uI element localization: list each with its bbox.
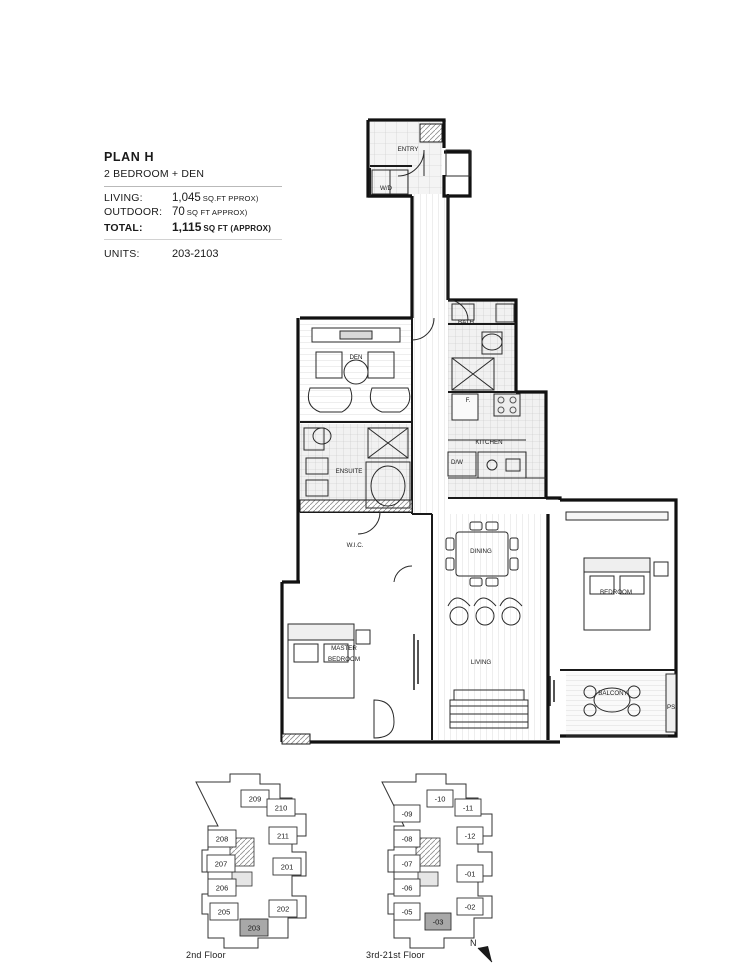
keyplan-unit[interactable]	[427, 790, 453, 807]
room-label: BEDROOM	[328, 656, 360, 663]
units-label: UNITS:	[104, 248, 140, 260]
keyplan-unit-label: 205	[217, 907, 231, 917]
keyplan-unit-label: -06	[401, 883, 413, 893]
keyplan-unit-label: -09	[401, 809, 413, 819]
keyplan-unit-label: 211	[277, 831, 289, 841]
keyplan-unit-label: -12	[464, 831, 476, 841]
keyplan-unit-label: -10	[434, 794, 446, 804]
living-label: LIVING:	[104, 192, 143, 204]
room-label: W.I.C.	[346, 542, 364, 549]
keyplan-unit[interactable]	[269, 900, 297, 917]
keyplan-unit[interactable]	[455, 799, 481, 816]
total-label: TOTAL:	[104, 222, 143, 234]
keyplan-unit[interactable]	[269, 827, 297, 844]
outdoor-label: OUTDOOR:	[104, 206, 163, 218]
room-label: BEDROOM	[600, 589, 632, 596]
keyplan-unit[interactable]	[394, 830, 420, 847]
total-value: 1,115	[172, 220, 202, 234]
room-label: F.	[465, 397, 471, 404]
keyplan-unit[interactable]	[394, 903, 420, 920]
room-label: ENSUITE	[335, 468, 363, 475]
keyplan-unit[interactable]	[457, 898, 483, 915]
units-value: 203-2103	[172, 248, 219, 260]
keyplan-unit[interactable]	[267, 799, 295, 816]
room-label: BALCONY	[598, 690, 628, 697]
room-label: DINING	[470, 548, 492, 555]
keyplan-unit-label: -11	[462, 803, 474, 813]
north-arrow-icon	[478, 946, 492, 962]
keyplan-caption-2nd: 2nd Floor	[186, 950, 226, 960]
room-label: W/D	[379, 185, 393, 192]
room-label: ENTRY	[397, 146, 419, 153]
keyplan-unit[interactable]	[457, 865, 483, 882]
keyplan-unit[interactable]	[394, 805, 420, 822]
room-label: LIVING	[470, 659, 492, 666]
keyplan-unit-label: -07	[401, 859, 413, 869]
keyplan-unit-label: -02	[464, 902, 476, 912]
keyplan-unit[interactable]	[210, 903, 238, 920]
keyplan-unit[interactable]	[394, 855, 420, 872]
room-label: D/W	[450, 459, 464, 466]
keyplan-unit[interactable]	[425, 913, 451, 930]
room-label: PS.	[667, 704, 677, 711]
outdoor-value: 70	[172, 206, 185, 218]
total-unit: SQ FT (APPROX)	[203, 224, 272, 233]
keyplan-unit-label: -03	[432, 917, 444, 927]
living-value: 1,045	[172, 192, 201, 204]
room-label: DEN	[349, 354, 363, 361]
keyplan-unit[interactable]	[208, 879, 236, 896]
room-label: BATH	[457, 319, 475, 326]
keyplan-unit-label: 201	[280, 862, 294, 872]
page-title: PLAN H	[104, 150, 155, 164]
keyplan-unit[interactable]	[207, 855, 235, 872]
keyplan-unit-label: 203	[247, 923, 261, 933]
keyplan-unit[interactable]	[208, 830, 236, 847]
keyplan-unit-label: -01	[464, 869, 476, 879]
keyplan-unit[interactable]	[241, 790, 269, 807]
outdoor-unit: SQ FT APPROX)	[186, 208, 248, 217]
keyplan-unit-label: 207	[214, 859, 228, 869]
north-label: N	[470, 938, 477, 948]
keyplan-unit[interactable]	[273, 858, 301, 875]
keyplan-unit-label: 209	[248, 794, 262, 804]
keyplan-unit-label: 206	[215, 883, 229, 893]
room-label: KITCHEN	[475, 439, 503, 446]
keyplan-unit-label: 202	[276, 904, 290, 914]
keyplan-caption-3rd: 3rd-21st Floor	[366, 950, 425, 960]
room-label: MASTER	[331, 645, 357, 652]
keyplan-unit-label: 208	[215, 834, 229, 844]
living-unit: SQ.FT PPROX)	[202, 194, 259, 203]
plan-subtitle: 2 BEDROOM + DEN	[104, 168, 205, 180]
keyplan-unit-label: 210	[274, 803, 288, 813]
keyplan-unit[interactable]	[457, 827, 483, 844]
keyplan-unit[interactable]	[394, 879, 420, 896]
keyplan-unit[interactable]	[240, 919, 268, 936]
keyplan-unit-label: -05	[401, 907, 413, 917]
keyplan-unit-label: -08	[401, 834, 413, 844]
